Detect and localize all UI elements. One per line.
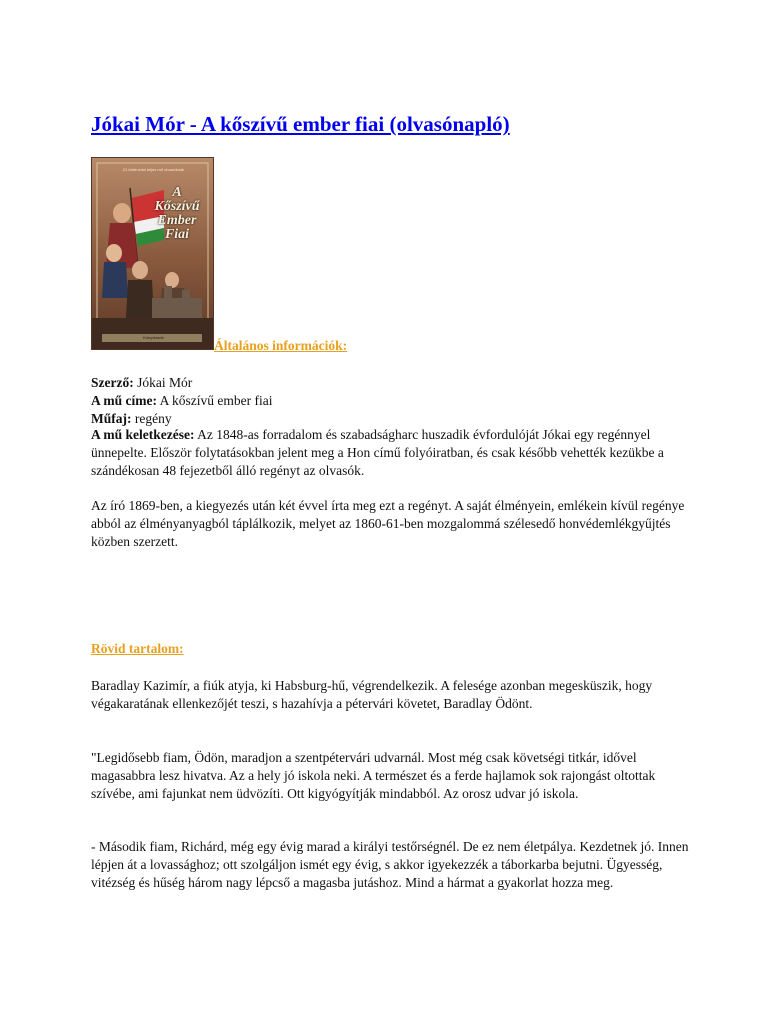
book-cover-image [91,157,214,350]
info-origin-label: A mű keletkezése: [91,427,195,442]
summary-paragraph: - Második fiam, Richárd, még egy évig marad a királyi testőrségnél. De ez nem életpálya. Kezdetnek jó. Innen lépjen át a lovassághoz; ott szolgáljon ismét egy évig, s akkor igyekezzék a táborkarba bejutni. Ügyesség, vitézség és hűség három nagy lépcső a magasba jutáshoz. Mind a hármat a gyakorlat hozza meg. [91,839,689,890]
info-author-value: Jókai Mór [137,375,193,390]
summary-heading-link[interactable]: Rövid tartalom: [91,641,184,656]
page-title-link[interactable]: Jókai Mór - A kőszívű ember fiai (olvasónapló) [91,112,510,136]
info-title-row [91,392,681,410]
cover-title-line: A [172,185,182,200]
summary-paragraph: "Legidősebb fiam, Ödön, maradjon a szentpétervári udvarnál. Most még csak követségi titkár, idővel magasabbra lesz hivatva. Az a hely jó iskola neki. A természet és a ferde hajlamok sok rajongást oltottak szívébe, ami fajunkat nem üdvözíti. Ott kigyógyítják mindabból. Az orosz udvar jó iskola. [91,750,656,801]
writer-paragraph: Az író 1869-ben, a kiegyezés után két évvel írta meg ezt a regényt. A saját élményein, emlékein kívül regénye abból az élményanyagból táplálkozik, melyet az 1860-61-ben mozgalommá szélesedő honvédemlékgyűjtés közben szerzett. [91,498,685,549]
info-origin-paragraph [91,426,691,480]
general-info-block [91,374,681,428]
general-info-heading-link[interactable]: Általános információk: [214,338,348,353]
cover-title-line: Kőszívű [154,199,200,214]
cover-top-text: 21 történelmi teljes mű olvasóknak [122,167,185,172]
summary-paragraph: Baradlay Kazimír, a fiúk atyja, ki Habsburg-hű, végrendelkezik. A felesége azonban megesküszik, hogy végakaratának ellenkezőjét teszi, s hazahívja a pétervári követet, Baradlay Ödönt. [91,678,653,711]
info-title-label: A mű címe: [91,393,157,408]
info-origin-value: Az 1848-as forradalom és szabadságharc huszadik évfordulóját Jókai egy regénnyel ünnepelte. Először folytatásokban jelent meg a Hon című folyóiratban, és csak később vehették kezükbe a szándékosan 48 fejezetből álló regényt az olvasók. [91,427,664,478]
info-author-label: Szerző: [91,375,134,390]
info-genre-label: Műfaj: [91,411,132,426]
cover-book-title [144,186,210,242]
cover-title-line: Ember [157,213,197,228]
cover-publisher: Könyvkiadó [143,335,164,340]
info-genre-value: regény [134,411,172,426]
info-title-value: A kőszívű ember fiai [159,393,273,408]
info-author-row [91,374,681,392]
cover-title-line: Fiai [164,227,190,242]
